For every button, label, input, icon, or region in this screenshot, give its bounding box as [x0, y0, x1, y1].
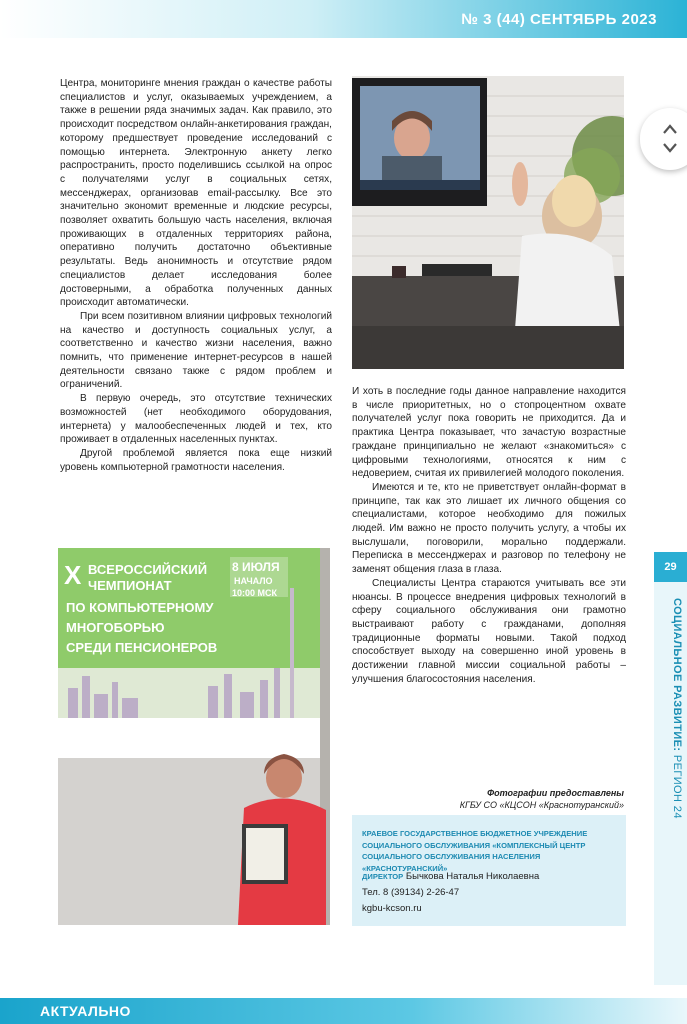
chevron-up-down-icon [662, 122, 678, 156]
photo-championship [58, 548, 330, 925]
section-label: АКТУАЛЬНО [40, 1003, 131, 1019]
article-column-left [60, 77, 332, 474]
banner-start-label: НАЧАЛО [234, 576, 273, 586]
banner-date-day: 8 [232, 560, 239, 574]
banner-line: ЧЕМПИОНАТ [88, 578, 172, 593]
paragraph: При всем позитивном влиянии цифровых технологий на качество и доступность социальных услуг, а соответственно и качество жизни населения, важно помнить, что применение интернет-ресурсов в нашей деятельности связано также с рядом проблем и ограничений. [60, 310, 332, 391]
magazine-name-light: РЕГИОН 24 [671, 751, 683, 819]
photo-video-call [352, 76, 624, 369]
banner-start-time: 10:00 МСК [232, 588, 278, 598]
banner-line: ПО КОМПЬЮТЕРНОМУ [66, 600, 214, 615]
director-name: Бычкова Наталья Николаевна [403, 871, 540, 882]
credit-line: Фотографии предоставлены [487, 788, 624, 798]
banner-line: ВСЕРОССИЙСКИЙ [88, 562, 208, 577]
director-label: ДИРЕКТОР [362, 872, 404, 881]
phone-line: Тел. 8 (39134) 2-26-47 [362, 887, 460, 898]
paragraph: Специалисты Центра стараются учитывать все эти нюансы. В процессе внедрения цифровых технологий в сферу социального обслуживания они грамотно выстраивают работу с гражданами, дополняя традиционные форматы новыми. Такой подход способствует выходу на совершенно иной уровень в достижении главной миссии социальной работы – улучшения благосостояния населения. [352, 577, 626, 685]
paragraph: Центра, мониторинге мнения граждан о качестве работы специалистов и услуг, оказываемых учреждением, а также в решении ряда значимых задач. Как правило, это происходит посредством онлайн-анкетирования граждан, которому предшествует проведение исследований с помощью интернета. Электронную анкету легко распространить, просто поделившись ссылкой на опрос с получателями услуг в социальных сетях, мессенджерах, организовав email-рассылку. Все это значительно экономит временные и людские ресурсы, позволяет охватить большую часть населения, включая проживающих в отдаленных территориях района, оперативно получить достаточно объективные результаты. Ведь анонимность и отсутствие рядом специалистов делает исследования более достоверными, а обработка полученных данных происходит автоматически. [60, 78, 332, 309]
paragraph: И хоть в последние годы данное направление находится в числе приоритетных, но о стопроцентном охвате получателей услуг пока говорить не приходится. Да и практика Центра показывает, что зачастую возрастные граждане принципиально не желают «знакомиться» с цифровыми технологиями, относятся к ним с недоверием, считая их привилегией молодого поколения. [352, 386, 626, 480]
credit-line: КГБУ СО «КЦСОН «Краснотуранский» [459, 800, 624, 810]
director-line [362, 871, 539, 882]
organization-infobox [352, 815, 626, 926]
page-number: 29 [654, 552, 687, 582]
issue-label: № 3 (44) СЕНТЯБРЬ 2023 [461, 11, 657, 28]
banner-line: СРЕДИ ПЕНСИОНЕРОВ [66, 640, 218, 655]
paragraph: Другой проблемой является пока еще низкий уровень компьютерной грамотности населения. [60, 447, 332, 473]
page-nav-button[interactable] [640, 108, 687, 170]
magazine-name-bold: СОЦИАЛЬНОЕ РАЗВИТИЕ: [671, 598, 683, 752]
article-column-right [352, 385, 626, 686]
photo-credit [380, 787, 624, 811]
banner-roman-numeral: X [64, 560, 82, 590]
organization-name: КРАЕВОЕ ГОСУДАРСТВЕННОЕ БЮДЖЕТНОЕ УЧРЕЖДЕНИЕ СОЦИАЛЬНОГО ОБСЛУЖИВАНИЯ «КОМПЛЕКСНЫЙ ЦЕНТР СОЦИАЛЬНОГО ОБСЛУЖИВАНИЯ НАСЕЛЕНИЯ «КРАСНОТУРАНСКИЙ» [362, 829, 588, 873]
video-call-photo-illustration [352, 76, 624, 369]
magazine-name [671, 598, 683, 819]
paragraph: В первую очередь, это отсутствие технических возможностей (нет необходимого оборудования, интернета) у малообеспеченных людей и тех, кто проживает в отдаленных населенных пунктах. [60, 393, 332, 446]
website-link[interactable]: kgbu-kcson.ru [362, 903, 422, 914]
banner-line: МНОГОБОРЬЮ [66, 620, 165, 635]
paragraph: Имеются и те, кто не приветствует онлайн-формат в принципе, так как это лишает их личного общения со специалистами, которое необходимо для пожилых людей. Им важно не просто получить услугу, а чтобы их выслушали, поговорили, морально поддержали. Переписка в мессенджерах и разговор по телефону не заменят общения глаза в глаза. [352, 481, 626, 576]
banner-date-month: ИЮЛЯ [242, 560, 280, 574]
